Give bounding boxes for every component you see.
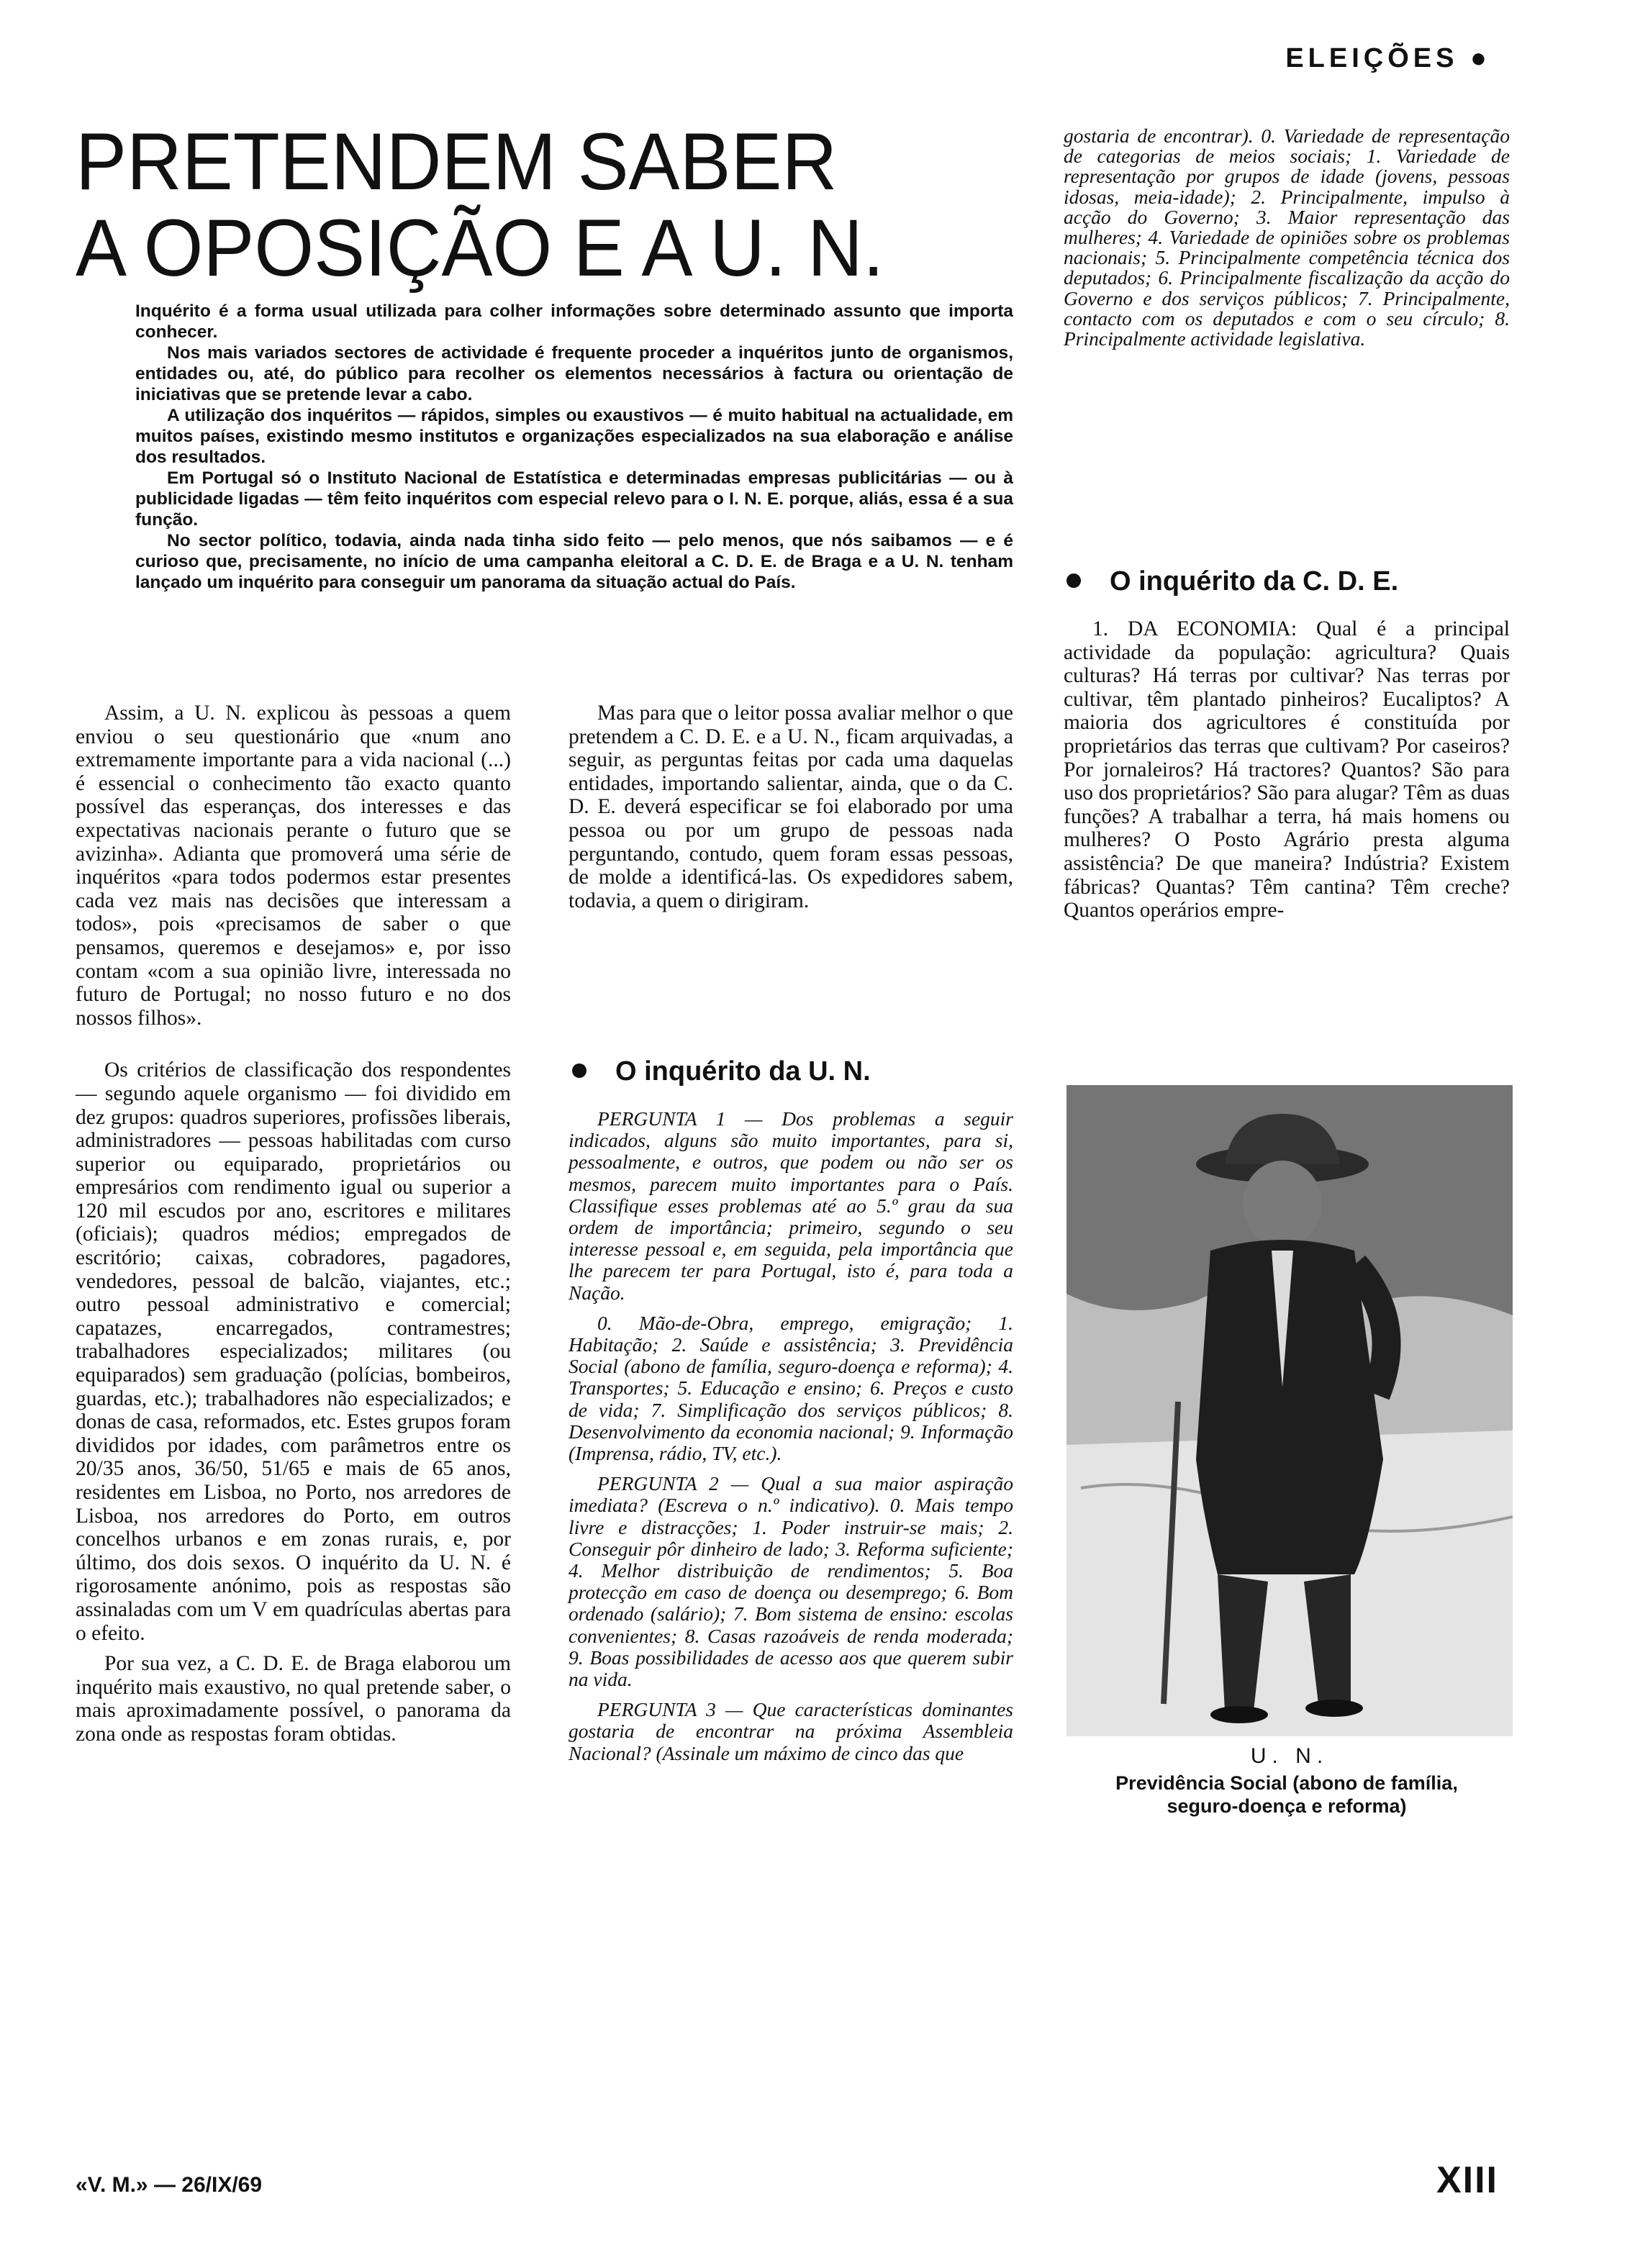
question-1: PERGUNTA 1 — Dos problemas a seguir indicados, alguns são muito importantes, para si, pessoalmente, e outros, que podem ou não ser os mesmos, parecem muito importantes para o País. Classifique esses problemas até ao 5.º grau da sua ordem de importância; primeiro, segundo o seu interesse pessoal e, em seguida, pela importância que lhe parecem ter para Portugal, isto é, para toda a Nação. bbox=[569, 1107, 1013, 1304]
question-1-options: 0. Mão-de-Obra, emprego, emigração; 1. Habitação; 2. Saúde e assistência; 3. Previdência Social (abono de família, seguro-doença e reforma); 4. Transportes; 5. Educação e ensino; 6. Preços e custo de vida; 7. Simplificação dos serviços públicos; 8. Desenvolvimento da economia nacional; 9. Informação (Imprensa, rádio, TV, etc.). bbox=[569, 1311, 1013, 1465]
subhead-text: O inquérito da C. D. E. bbox=[1110, 566, 1399, 597]
intro-paragraph: No sector político, todavia, ainda nada tinha sido feito — pelo menos, que nós saibamos — e é curioso que, precisamente, no início de uma campanha eleitoral a C. D. E. de Braga e a U. N. tenham lançado um inquérito para conseguir um panorama da situação actual do País. bbox=[135, 531, 1013, 592]
body-paragraph: Por sua vez, a C. D. E. de Braga elaborou um inquérito mais exaustivo, no qual pretende saber, o mais aproximadamente possível, o panorama da zona onde as respostas foram obtidas. bbox=[76, 1652, 511, 1746]
subhead-text: O inquérito da U. N. bbox=[615, 1056, 871, 1087]
photo-illustration bbox=[1066, 1085, 1513, 1736]
intro-lead bbox=[135, 301, 1013, 593]
question-3: PERGUNTA 3 — Que características dominantes gostaria de encontrar na próxima Assembleia Nacional? (Assinale um máximo de cinco das que bbox=[569, 1698, 1013, 1764]
headline bbox=[76, 119, 964, 291]
bullet-icon bbox=[1066, 573, 1081, 588]
photo-caption-line-2: seguro-doença e reforma) bbox=[1167, 1795, 1407, 1817]
column-right bbox=[1064, 617, 1510, 922]
page-number: XIII bbox=[1436, 2159, 1498, 2201]
section-tag: ELEIÇÕES ● bbox=[1285, 43, 1491, 73]
issue-date: «V. M.» — 26/IX/69 bbox=[76, 2173, 263, 2197]
photo-caption-line-1: Previdência Social (abono de família, bbox=[1115, 1772, 1458, 1794]
intro-paragraph: A utilização dos inquéritos — rápidos, simples ou exaustivos — é muito habitual na actualidade, em muitos países, existindo mesmo institutos e organizações especializados na sua elaboração e análise dos resultados. bbox=[135, 406, 1013, 467]
column-right-continuation bbox=[1064, 126, 1510, 349]
photo-caption bbox=[1049, 1772, 1524, 1818]
column-left bbox=[76, 702, 511, 1746]
headline-line-1: PRETENDEM SABER bbox=[76, 117, 838, 207]
photo-old-man bbox=[1066, 1085, 1513, 1736]
intro-paragraph: Nos mais variados sectores de actividade é frequente proceder a inquéritos junto de organismos, entidades ou, até, do público para recolher os elementos necessários à factura ou orientação de iniciativas que se pretende levar a cabo. bbox=[135, 343, 1013, 404]
intro-paragraph: Em Portugal só o Instituto Nacional de Estatística e determinadas empresas publicitárias — ou à publicidade ligadas — têm feito inquéritos com especial relevo para o I. N. E. porque, aliás, essa é a sua função. bbox=[135, 468, 1013, 530]
photo-label: U. N. bbox=[1250, 1744, 1329, 1768]
body-paragraph: Os critérios de classificação dos respondentes — segundo aquele organismo — foi dividido em dez grupos: quadros superiores, profissões liberais, administradores — pessoas habilitadas com curso superior ou equiparado, proprietários ou empresários com rendimento igual ou superior a 120 mil escudos por ano, escritores e militares (oficiais); quadros médios; empregados de escritório; caixas, cobradores, pagadores, vendedores, pessoal de balcão, viajantes, etc.; outro pessoal administrativo e comercial; capatazes, encarregados, contramestres; trabalhadores especializados; militares (ou equiparados) sem graduação (polícias, bombeiros, guardas, etc.); trabalhadores não especializados; e donas de casa, reformados, etc. Estes grupos foram divididos por idades, com parâmetros entre os 20/35 anos, 36/50, 51/65 e mais de 65 anos, residentes em Lisboa, no Porto, nos arredores de Lisboa, nos arredores do Porto, em outros concelhos urbanos e em zonas rurais, e, por último, dos dois sexos. O inquérito da U. N. é rigorosamente anónimo, pois as respostas são assinaladas com um V em quadrículas abertas para o efeito. bbox=[76, 1058, 511, 1645]
column-middle bbox=[569, 702, 1013, 912]
un-questionnaire bbox=[569, 1108, 1013, 1764]
question-2: PERGUNTA 2 — Qual a sua maior aspiração imediata? (Escreva o n.º indicativo). 0. Mais tempo livre e distracções; 1. Poder instruir-se mais; 2. Conseguir pôr dinheiro de lado; 3. Reforma suficiente; 4. Melhor distribuição de rendimentos; 5. Boa protecção em caso de doença ou desemprego; 6. Bom ordenado (salário); 7. Bom sistema de ensino: escolas convenientes; 8. Casas razoáveis de renda moderada; 9. Boas possibilidades de acesso aos que querem subir na vida. bbox=[569, 1472, 1013, 1691]
subhead-un bbox=[572, 1056, 871, 1087]
headline-line-2: A OPOSIÇÃO E A U. N. bbox=[76, 203, 884, 293]
body-paragraph: Mas para que o leitor possa avaliar melhor o que pretendem a C. D. E. e a U. N., ficam arquivadas, a seguir, as perguntas feitas por cada uma daquelas entidades, importando salientar, ainda, que o da C. D. E. deverá especificar se foi elaborado por uma pessoa ou por um grupo de pessoas nada perguntando, contudo, quem foram essas pessoas, de molde a identificá-las. Os expedidores sabem, todavia, a quem o dirigiram. bbox=[569, 702, 1013, 912]
subhead-cde bbox=[1066, 566, 1398, 597]
body-paragraph: 1. DA ECONOMIA: Qual é a principal actividade da população: agricultura? Quais culturas? Há terras por cultivar? Nas terras por cultivar, têm plantado pinheiros? Eucaliptos? A maioria dos agricultores é constituída por proprietários das terras que cultivam? Por caseiros? Por jornaleiros? Há tractores? Quantos? São para uso dos proprietários? São para alugar? Têm as duas funções? A trabalhar a terra, há mais homens ou mulheres? O Posto Agrário presta alguma assistência? De que maneira? Indústria? Existem fábricas? Quantas? Têm cantina? Têm creche? Quantos operários empre- bbox=[1064, 617, 1510, 922]
question-3-continuation: gostaria de encontrar). 0. Variedade de representação de categorias de meios sociais; 1. Variedade de representação por grupos de idade (jovens, pessoas idosas, meia-idade); 2. Principalmente, impulso à acção do Governo; 3. Maior representação das mulheres; 4. Variedade de opiniões sobre os problemas nacionais; 5. Principalmente competência técnica dos deputados; 6. Principalmente fiscalização da acção do Governo e dos serviços públicos; 7. Principalmente, contacto com os deputados e com o seu círculo; 8. Principalmente actividade legislativa. bbox=[1064, 124, 1510, 350]
bullet-icon bbox=[572, 1063, 586, 1078]
intro-paragraph: Inquérito é a forma usual utilizada para colher informações sobre determinado assunto que importa conhecer. bbox=[135, 301, 1013, 342]
body-paragraph: Assim, a U. N. explicou às pessoas a quem enviou o seu questionário que «num ano extremamente importante para a vida nacional (...) é essencial o conhecimento tão exacto quanto possível das esperanças, dos interesses e das expectativas nacionais perante o futuro que se avizinha». Adianta que promoverá uma série de inquéritos «para todos podermos estar presentes cada vez mais nas decisões que interessam a todos», pois «precisamos de saber o que pensamos, queremos e desejamos» e, por isso contam «com a sua opinião livre, interessada no futuro de Portugal; no nosso futuro e no dos nossos filhos». bbox=[76, 702, 511, 1030]
